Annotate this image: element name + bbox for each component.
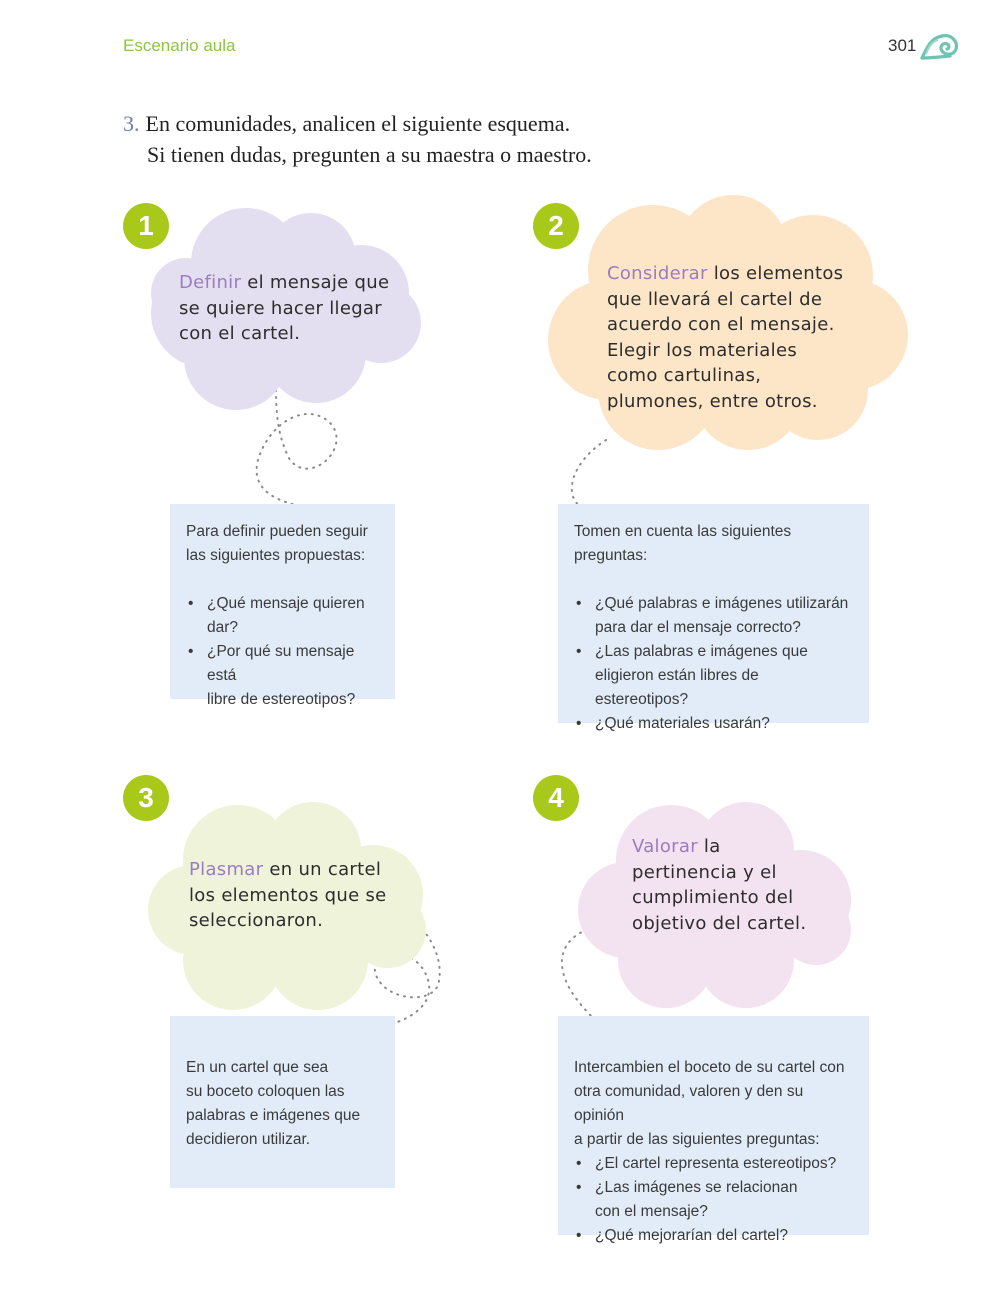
intro-line: Para definir pueden seguir [186,523,368,540]
bullet-line: ¿El cartel representa estereotipos? [595,1155,837,1172]
step-2-line-5: como cartulinas, [607,365,762,386]
step-2-line-2: que llevará el cartel de [607,288,823,310]
instruction-line-2: Si tienen dudas, pregunten a su maestra o maestro. [147,142,592,167]
step-1-line-3: con el cartel. [179,323,301,344]
step-1-intro [186,520,379,568]
bullet-line: ¿Las imágenes se relacionan [595,1179,798,1196]
list-item [574,712,853,736]
intro-line: preguntas: [574,547,648,564]
step-4-badge: 4 [533,775,579,821]
list-item [574,1152,853,1176]
bullet-line: con el mensaje? [595,1203,708,1220]
bullet-line: ¿Qué mejorarían del cartel? [595,1227,788,1244]
intro-line: otra comunidad, valoren y den su opinión [574,1083,804,1124]
step-4-line-1: la [697,836,721,857]
step-3-cloud-text [189,857,387,934]
bullet-line: ¿Qué mensaje quieren [207,595,365,612]
list-item [186,592,379,640]
step-2-box [558,504,869,732]
step-2-line-4: Elegir los materiales [607,339,797,361]
intro-line: palabras e imágenes que [186,1107,361,1124]
intro-line: En un cartel que sea [186,1059,329,1076]
step-3-verb: Plasmar [189,859,264,880]
list-item [186,640,379,712]
step-1-bullets [186,592,379,712]
bullet-line: dar? [207,619,239,636]
page-number: 301 [888,36,917,55]
step-4-line-2: pertinencia y el [632,861,777,883]
bullet-line: ¿Las palabras e imágenes que [595,643,808,660]
step-2-line-3: acuerdo con el mensaje. [607,314,835,335]
step-2-cloud-text [607,261,843,414]
step-4-box [558,1016,869,1244]
intro-line: las siguientes propuestas: [186,547,366,564]
step-2-line-6: plumones, entre otros. [607,390,818,412]
bullet-line: ¿Qué palabras e imágenes utilizarán [595,595,849,612]
step-1-line-1: el mensaje que [241,272,390,293]
step-1-line-2: se quiere hacer llegar [179,297,382,319]
section-title: Escenario aula [123,36,236,55]
step-4-verb: Valorar [632,836,698,857]
step-2-verb: Considerar [607,263,708,284]
list-item [574,592,853,640]
snail-icon [920,30,960,62]
step-3-badge: 3 [123,775,169,821]
step-3-line-2: los elementos que se [189,884,387,906]
step-1-cloud-text [179,270,389,347]
step-1-badge: 1 [123,203,169,249]
intro-line: su boceto coloquen las [186,1083,345,1100]
step-3-box [170,1016,395,1188]
step-4-bullets [574,1152,853,1248]
intro-line: Intercambien el boceto de su cartel con [574,1059,845,1076]
step-3-intro [186,1056,379,1152]
intro-line: decidieron utilizar. [186,1131,311,1148]
step-4-cloud-text [632,834,806,936]
bullet-line: ¿Qué materiales usarán? [595,715,770,732]
instruction-number: 3. [123,111,140,136]
instruction [123,108,592,170]
list-item [574,1176,853,1224]
step-4-intro [574,1056,853,1152]
list-item [574,640,853,712]
step-2-badge: 2 [533,203,579,249]
step-1-verb: Definir [179,272,242,293]
step-4-line-4: objetivo del cartel. [632,912,807,934]
list-item [574,1224,853,1248]
step-2-bullets [574,592,853,736]
intro-line: Tomen en cuenta las siguientes [574,523,792,540]
instruction-line-1: En comunidades, analicen el siguiente esquema. [145,111,571,136]
step-2-intro [574,520,853,568]
bullet-line: eligieron están libres de estereotipos? [595,667,759,708]
intro-line: a partir de las siguientes preguntas: [574,1131,820,1148]
step-3-line-3: seleccionaron. [189,910,324,931]
step-4-line-3: cumplimiento del [632,887,794,908]
bullet-line: para dar el mensaje correcto? [595,619,801,636]
step-2-line-1: los elementos [707,263,844,284]
bullet-line: libre de estereotipos? [207,691,356,708]
bullet-line: ¿Por qué su mensaje está [207,643,355,684]
step-3-line-1: en un cartel [263,859,382,880]
step-1-box [170,504,395,708]
